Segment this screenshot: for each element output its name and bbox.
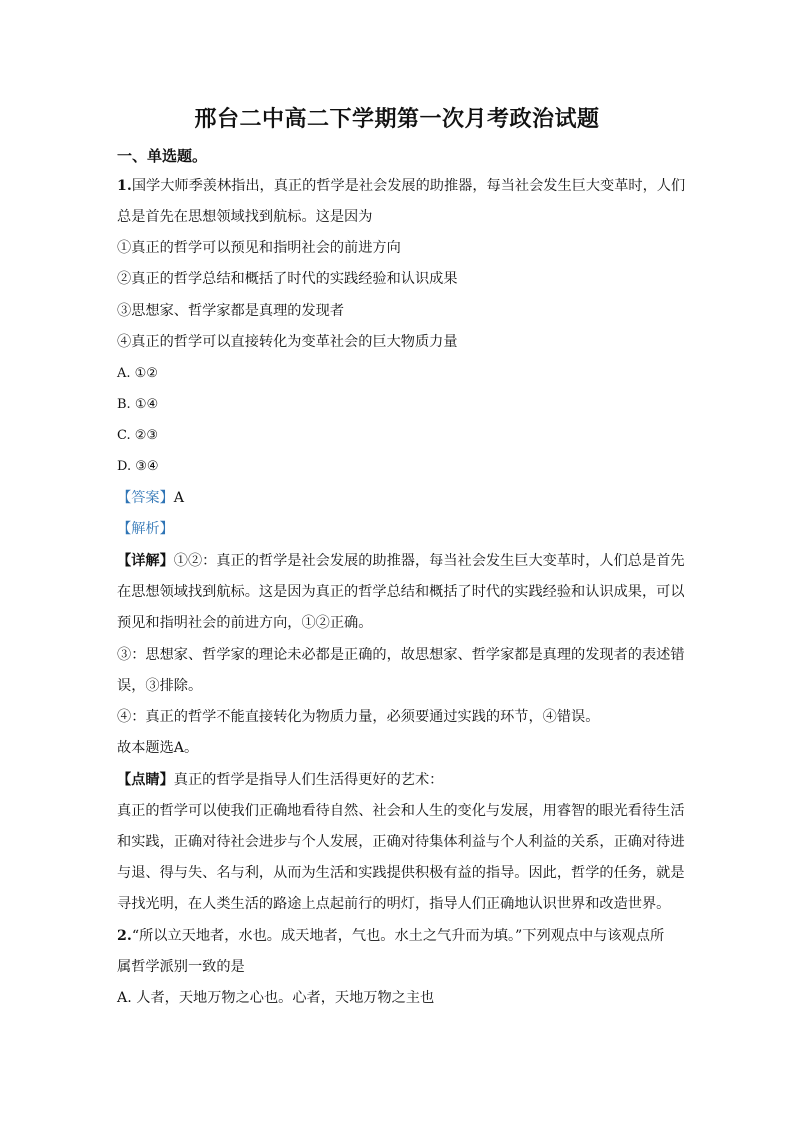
detail-label: 【详解】 xyxy=(117,553,174,569)
q2-stem-line-2: 属哲学派别一致的是 xyxy=(117,959,245,975)
q1-item-4: ④真正的哲学可以直接转化为变革社会的巨大物质力量 xyxy=(117,334,458,350)
point-head: 真正的哲学是指导人们生活得更好的艺术： xyxy=(173,772,444,788)
q1-stem-line-2: 总是首先在思想领域找到航标。这是因为 xyxy=(117,209,373,225)
point-line-4: 寻找光明，在人类生活的路途上点起前行的明灯，指导人们正确地认识世界和改造世界。 xyxy=(117,896,671,912)
point-line-1: 真正的哲学可以使我们正确地看待自然、社会和人生的变化与发展，用睿智的眼光看待生活 xyxy=(117,803,685,819)
point-head-line xyxy=(117,770,697,790)
q1-stem-line-1 xyxy=(117,176,697,196)
detail-line-3: 预见和指明社会的前进方向，①②正确。 xyxy=(117,615,373,631)
section-heading: 一、单选题。 xyxy=(117,147,208,165)
detail-text-1: ①②：真正的哲学是社会发展的助推器，每当社会发生巨大变革时，人们总是首先 xyxy=(173,553,685,569)
q1-option-a: A. ①② xyxy=(117,366,158,381)
q2-stem-text-1: “所以立天地者，水也。成天地者，气也。水土之气升而为填。”下列观点中与该观点所 xyxy=(131,928,665,944)
q1-answer xyxy=(117,488,697,508)
answer-value: A xyxy=(173,490,185,506)
page-title: 邢台二中高二下学期第一次月考政治试题 xyxy=(194,107,600,132)
point-line-2: 和实践，正确对待社会进步与个人发展，正确对待集体利益与个人利益的关系，正确对待进 xyxy=(117,834,685,850)
detail-line-4: ③：思想家、哲学家的理论未必都是正确的，故思想家、哲学家都是真理的发现者的表述错 xyxy=(117,647,685,663)
q1-stem-text-1: 国学大师季羡林指出，真正的哲学是社会发展的助推器，每当社会发生巨大变革时，人们 xyxy=(131,178,686,194)
detail-line-5: 误，③排除。 xyxy=(117,678,203,694)
q2-stem-line-1 xyxy=(117,926,697,946)
q1-item-1: ①真正的哲学可以预见和指明社会的前进方向 xyxy=(117,240,401,256)
q1-option-d: D. ③④ xyxy=(117,459,159,474)
q1-item-2: ②真正的哲学总结和概括了时代的实践经验和认识成果 xyxy=(117,271,458,287)
q2-option-a: A. 人者，天地万物之心也。心者，天地万物之主也 xyxy=(117,990,435,1006)
detail-line-7: 故本题选A。 xyxy=(117,740,199,756)
q1-number: 1. xyxy=(117,178,132,194)
q2-number: 2. xyxy=(117,928,132,944)
point-line-3: 与退、得与失、名与利，从而为生活和实践提供积极有益的指导。因此，哲学的任务，就是 xyxy=(117,865,685,881)
detail-line-6: ④：真正的哲学不能直接转化为物质力量，必须要通过实践的环节，④错误。 xyxy=(117,709,600,725)
point-label: 【点睛】 xyxy=(117,772,174,788)
q1-item-3: ③思想家、哲学家都是真理的发现者 xyxy=(117,303,345,319)
detail-line-2: 在思想领域找到航标。这是因为真正的哲学总结和概括了时代的实践经验和认识成果，可以 xyxy=(117,584,685,600)
analysis-label: 【解析】 xyxy=(117,521,174,537)
detail-line-1 xyxy=(117,551,697,571)
q1-option-c: C. ②③ xyxy=(117,428,159,443)
q1-option-b: B. ①④ xyxy=(117,397,159,412)
answer-label: 【答案】 xyxy=(117,490,174,506)
